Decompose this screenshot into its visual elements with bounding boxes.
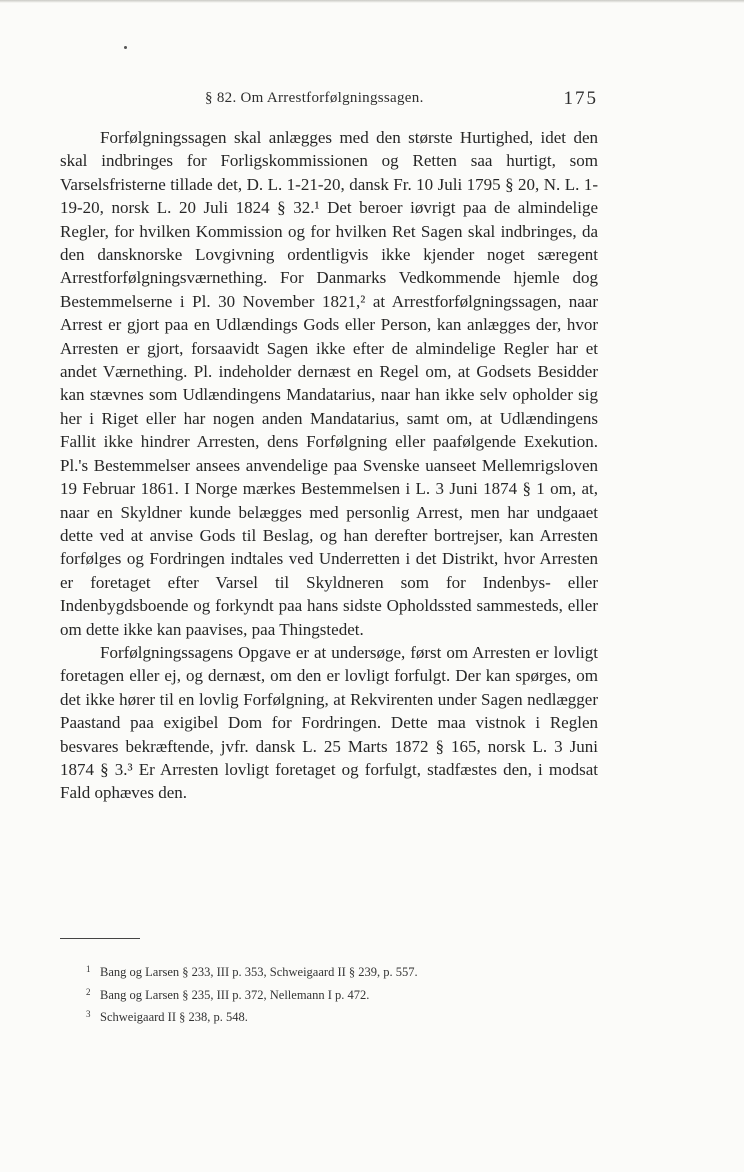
page-number: 175 <box>563 88 598 109</box>
footnotes <box>86 960 586 1028</box>
footnote-mark: 3 <box>86 1009 91 1019</box>
page-edge-shadow <box>0 0 744 3</box>
footnote-1 <box>86 960 586 983</box>
footnote-2 <box>86 983 586 1006</box>
footnote-separator <box>60 938 140 939</box>
footnote-text: Bang og Larsen § 233, III p. 353, Schweigaard II § 239, p. 557. <box>100 965 418 979</box>
paragraph-2: Forfølgningssagens Opgave er at undersøge, først om Arresten er lovligt foretagen eller ej, og dernæst, om den er lovligt forfulgt. Der kan spørges, om det ikke hører til en lovlig Forfølgning, at Rekvirenten under Sagen nedlægger Paastand paa exigibel Dom for Fordringen. Dette maa vistnok i Reglen besvares bekræftende, jvfr. dansk L. 25 Marts 1872 § 165, norsk L. 3 Juni 1874 § 3.³ Er Arresten lovligt foretaget og forfulgt, stadfæstes den, i modsat Fald ophæves den. <box>60 642 598 803</box>
ink-speck <box>124 46 127 49</box>
footnote-text: Bang og Larsen § 235, III p. 372, Nellemann I p. 472. <box>100 987 370 1002</box>
body-text <box>60 126 598 805</box>
paragraph-1: Forfølgningssagen skal anlægges med den største Hurtighed, idet den skal indbringes for Forligskommissionen og Retten saa hurtigt, som Varselsfristerne tillade det, D. L. 1-21-20, dansk Fr. 10 Juli 1795 § 20, N. L. 1-19-20, norsk L. 20 Juli 1824 § 32.¹ Det beroer iøvrigt paa de almindelige Regler, for hvilken Kommission og for hvilken Ret Sagen skal indbringes, da den dansknorske Lovgivning ordentligvis ikke kjender noget særegent Arrestforfølgningsværnething. For Danmarks Vedkommende hjemle dog Bestemmelserne i Pl. 30 November 1821,² at Arrestforfølgningssagen, naar Arrest er gjort paa en Udlændings Gods eller Person, kan anlægges der, hvor Arresten er gjort, forsaavidt Sagen ikke efter de almindelige Regler har et andet Værnething. Pl. indeholder dernæst en Regel om, at Godsets Besidder kan stævnes som Udlændingens Mandatarius, naar han ikke selv opholder sig her i Riget eller har nogen anden Mandatarius, samt om, at Udlændingens Fallit ikke hindrer Arresten, dens Forfølgning eller paafølgende Exekution. Pl.'s Bestemmelser ansees anvendelige paa Svenske uanseet Mellemrigsloven 19 Februar 1861. I Norge mærkes Bestemmelsen i L. 3 Juni 1874 § 1 om, at, naar en Skyldner kunde belægges med personlig Arrest, men har undgaaet dette ved at anvise Gods til Beslag, og han derefter bortrejser, kan Arresten forfølges og Fordringen indtales ved Underretten i det Distrikt, hvor Arresten er foretaget efter Varsel til Skyldneren som for Indenbys- eller Indenbygdsboende og forkyndt paa hans sidste Opholdssted sammesteds, eller om dette ikke kan paavises, paa Thingstedet. <box>60 128 598 639</box>
running-title: § 82. Om Arrestforfølgningssagen. <box>205 90 424 106</box>
footnote-text: Schweigaard II § 238, p. 548. <box>100 1010 248 1024</box>
footnote-3 <box>86 1005 586 1028</box>
footnote-mark: 1 <box>86 964 91 974</box>
footnote-mark: 2 <box>86 986 91 997</box>
page-header <box>60 88 598 118</box>
